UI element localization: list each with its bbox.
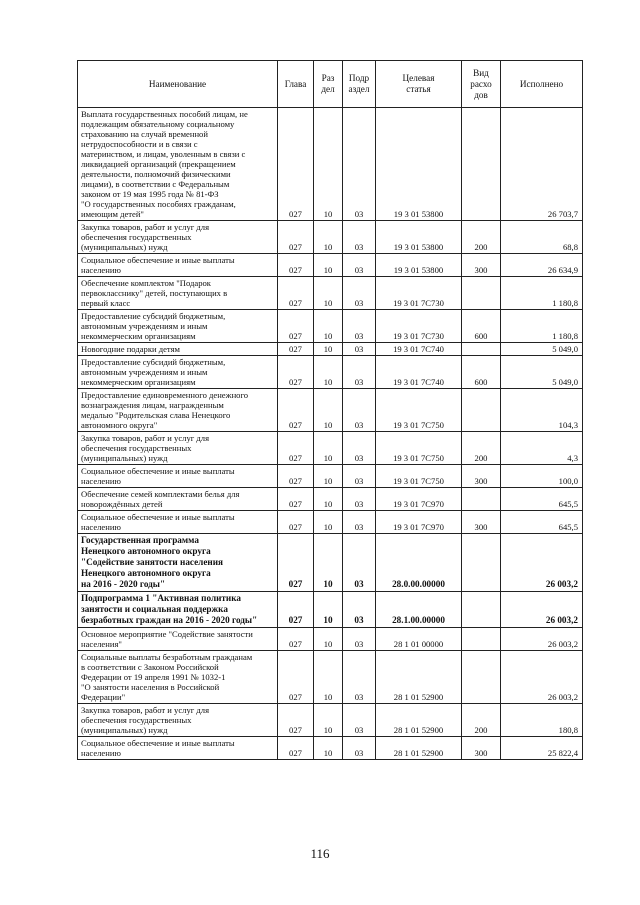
row-podrazdel-cell: 03 bbox=[343, 737, 376, 760]
table-row bbox=[78, 704, 583, 737]
row-glava-cell: 027 bbox=[278, 254, 314, 277]
row-tsel-cell: 28 1 01 52900 bbox=[376, 737, 462, 760]
table-row bbox=[78, 511, 583, 534]
row-tsel-cell: 19 3 01 7C730 bbox=[376, 277, 462, 310]
row-glava-cell: 027 bbox=[278, 356, 314, 389]
row-glava-cell: 027 bbox=[278, 221, 314, 254]
row-razdel-cell: 10 bbox=[314, 592, 343, 628]
row-tsel-cell: 28 1 01 52900 bbox=[376, 651, 462, 704]
table-row bbox=[78, 221, 583, 254]
row-razdel-cell: 10 bbox=[314, 432, 343, 465]
row-razdel-cell: 10 bbox=[314, 737, 343, 760]
row-amount-cell: 645,5 bbox=[501, 511, 583, 534]
row-amount-cell: 5 049,0 bbox=[501, 356, 583, 389]
row-podrazdel-cell: 03 bbox=[343, 511, 376, 534]
table-row bbox=[78, 432, 583, 465]
row-amount-cell: 100,0 bbox=[501, 465, 583, 488]
row-podrazdel-cell: 03 bbox=[343, 651, 376, 704]
row-vid-cell: 300 bbox=[462, 465, 501, 488]
row-tsel-cell: 19 3 01 53800 bbox=[376, 221, 462, 254]
table-header-row bbox=[78, 61, 583, 108]
table-row bbox=[78, 534, 583, 592]
row-amount-cell: 26 703,7 bbox=[501, 108, 583, 221]
table-row bbox=[78, 465, 583, 488]
row-podrazdel-cell: 03 bbox=[343, 465, 376, 488]
row-glava-cell: 027 bbox=[278, 277, 314, 310]
row-tsel-cell: 28.0.00.00000 bbox=[376, 534, 462, 592]
row-name-cell: Обеспечение комплектом "Подарок первокласснику" детей, поступающих в первый класс bbox=[78, 277, 278, 310]
row-name-cell: Предоставление субсидий бюджетным, автономным учреждениям и иным некоммерческим организациям bbox=[78, 310, 278, 343]
header-tselevaya-statya: Целевая статья bbox=[376, 61, 462, 108]
row-glava-cell: 027 bbox=[278, 534, 314, 592]
row-podrazdel-cell: 03 bbox=[343, 432, 376, 465]
row-amount-cell: 1 180,8 bbox=[501, 310, 583, 343]
row-vid-cell: 200 bbox=[462, 432, 501, 465]
table-row bbox=[78, 356, 583, 389]
page-number: 116 bbox=[310, 846, 330, 861]
row-vid-cell bbox=[462, 389, 501, 432]
row-amount-cell: 26 634,9 bbox=[501, 254, 583, 277]
row-razdel-cell: 10 bbox=[314, 277, 343, 310]
row-vid-cell bbox=[462, 592, 501, 628]
row-podrazdel-cell: 03 bbox=[343, 389, 376, 432]
row-name-cell: Выплата государственных пособий лицам, не подлежащим обязательному социальному страхованию на случай временной нетрудоспособности и в связи с материнством, и лицам, уволенным в связи с ликвидацией организаций (прекращением деятельности, полномочий физическими лицами), в соответствии с Федеральным законом от 19 мая 1995 года № 81-ФЗ "О государственных пособиях гражданам, имеющим детей" bbox=[78, 108, 278, 221]
row-tsel-cell: 19 3 01 7C740 bbox=[376, 356, 462, 389]
row-name-cell: Предоставление субсидий бюджетным, автономным учреждениям и иным некоммерческим организациям bbox=[78, 356, 278, 389]
row-amount-cell: 1 180,8 bbox=[501, 277, 583, 310]
row-razdel-cell: 10 bbox=[314, 221, 343, 254]
row-tsel-cell: 19 3 01 7C750 bbox=[376, 389, 462, 432]
row-vid-cell bbox=[462, 651, 501, 704]
row-razdel-cell: 10 bbox=[314, 511, 343, 534]
row-podrazdel-cell: 03 bbox=[343, 254, 376, 277]
row-name-cell: Обеспечение семей комплектами белья для новорождённых детей bbox=[78, 488, 278, 511]
row-name-cell: Закупка товаров, работ и услуг для обеспечения государственных (муниципальных) нужд bbox=[78, 221, 278, 254]
row-name-cell: Основное мероприятие "Содействие занятости населения" bbox=[78, 628, 278, 651]
header-name: Наименование bbox=[78, 61, 278, 108]
row-tsel-cell: 19 3 01 7C750 bbox=[376, 432, 462, 465]
row-vid-cell: 300 bbox=[462, 737, 501, 760]
row-podrazdel-cell: 03 bbox=[343, 343, 376, 356]
table-row bbox=[78, 737, 583, 760]
row-podrazdel-cell: 03 bbox=[343, 704, 376, 737]
row-podrazdel-cell: 03 bbox=[343, 534, 376, 592]
row-razdel-cell: 10 bbox=[314, 488, 343, 511]
row-razdel-cell: 10 bbox=[314, 310, 343, 343]
row-glava-cell: 027 bbox=[278, 628, 314, 651]
table-row bbox=[78, 343, 583, 356]
row-razdel-cell: 10 bbox=[314, 108, 343, 221]
row-podrazdel-cell: 03 bbox=[343, 356, 376, 389]
row-podrazdel-cell: 03 bbox=[343, 277, 376, 310]
row-vid-cell bbox=[462, 534, 501, 592]
table-row bbox=[78, 651, 583, 704]
row-name-cell: Социальное обеспечение и иные выплаты населению bbox=[78, 511, 278, 534]
row-razdel-cell: 10 bbox=[314, 628, 343, 651]
row-amount-cell: 26 003,2 bbox=[501, 592, 583, 628]
row-glava-cell: 027 bbox=[278, 389, 314, 432]
row-name-cell: Социальное обеспечение и иные выплаты населению bbox=[78, 737, 278, 760]
row-razdel-cell: 10 bbox=[314, 254, 343, 277]
row-tsel-cell: 28 1 01 00000 bbox=[376, 628, 462, 651]
row-podrazdel-cell: 03 bbox=[343, 310, 376, 343]
row-razdel-cell: 10 bbox=[314, 356, 343, 389]
row-vid-cell: 200 bbox=[462, 704, 501, 737]
row-vid-cell: 600 bbox=[462, 310, 501, 343]
header-vid-raskhodov: Вид расхо дов bbox=[462, 61, 501, 108]
row-glava-cell: 027 bbox=[278, 592, 314, 628]
row-amount-cell: 5 049,0 bbox=[501, 343, 583, 356]
header-glava: Глава bbox=[278, 61, 314, 108]
row-tsel-cell: 19 3 01 7C740 bbox=[376, 343, 462, 356]
row-vid-cell bbox=[462, 628, 501, 651]
row-glava-cell: 027 bbox=[278, 704, 314, 737]
row-amount-cell: 68,8 bbox=[501, 221, 583, 254]
row-amount-cell: 645,5 bbox=[501, 488, 583, 511]
row-razdel-cell: 10 bbox=[314, 651, 343, 704]
row-glava-cell: 027 bbox=[278, 432, 314, 465]
table-row bbox=[78, 628, 583, 651]
row-name-cell: Закупка товаров, работ и услуг для обеспечения государственных (муниципальных) нужд bbox=[78, 704, 278, 737]
row-glava-cell: 027 bbox=[278, 465, 314, 488]
budget-table-sheet bbox=[77, 60, 582, 760]
table-row bbox=[78, 254, 583, 277]
row-tsel-cell: 28.1.00.00000 bbox=[376, 592, 462, 628]
row-razdel-cell: 10 bbox=[314, 704, 343, 737]
header-ispolneno: Исполнено bbox=[501, 61, 583, 108]
row-vid-cell bbox=[462, 343, 501, 356]
row-tsel-cell: 19 3 01 7C970 bbox=[376, 488, 462, 511]
row-podrazdel-cell: 03 bbox=[343, 592, 376, 628]
row-glava-cell: 027 bbox=[278, 511, 314, 534]
row-name-cell: Подпрограмма 1 "Активная политика занятости и социальная поддержка безработных граждан на 2016 - 2020 годы" bbox=[78, 592, 278, 628]
row-glava-cell: 027 bbox=[278, 737, 314, 760]
row-name-cell: Предоставление единовременного денежного вознаграждения лицам, награжденным медалью "Родительская слава Ненецкого автономного округа" bbox=[78, 389, 278, 432]
row-vid-cell bbox=[462, 488, 501, 511]
header-podrazdel: Подр аздел bbox=[343, 61, 376, 108]
row-glava-cell: 027 bbox=[278, 108, 314, 221]
row-razdel-cell: 10 bbox=[314, 534, 343, 592]
row-glava-cell: 027 bbox=[278, 488, 314, 511]
table-body bbox=[78, 108, 583, 760]
row-amount-cell: 25 822,4 bbox=[501, 737, 583, 760]
row-amount-cell: 4,3 bbox=[501, 432, 583, 465]
row-amount-cell: 180,8 bbox=[501, 704, 583, 737]
table-row bbox=[78, 488, 583, 511]
row-tsel-cell: 19 3 01 7C730 bbox=[376, 310, 462, 343]
row-glava-cell: 027 bbox=[278, 310, 314, 343]
row-amount-cell: 26 003,2 bbox=[501, 628, 583, 651]
row-podrazdel-cell: 03 bbox=[343, 221, 376, 254]
row-razdel-cell: 10 bbox=[314, 343, 343, 356]
row-tsel-cell: 28 1 01 52900 bbox=[376, 704, 462, 737]
row-tsel-cell: 19 3 01 7C750 bbox=[376, 465, 462, 488]
row-name-cell: Социальные выплаты безработным гражданам в соответствии с Законом Российской Федерации от 19 апреля 1991 № 1032-1 "О занятости населения в Российской Федерации" bbox=[78, 651, 278, 704]
table-row bbox=[78, 592, 583, 628]
row-vid-cell bbox=[462, 108, 501, 221]
budget-table bbox=[77, 60, 583, 760]
row-name-cell: Государственная программа Ненецкого автономного округа "Содействие занятости населения Ненецкого автономного округа на 2016 - 2020 годы" bbox=[78, 534, 278, 592]
table-row bbox=[78, 310, 583, 343]
row-amount-cell: 26 003,2 bbox=[501, 534, 583, 592]
row-podrazdel-cell: 03 bbox=[343, 628, 376, 651]
row-vid-cell: 300 bbox=[462, 511, 501, 534]
table-row bbox=[78, 108, 583, 221]
row-glava-cell: 027 bbox=[278, 343, 314, 356]
row-vid-cell: 200 bbox=[462, 221, 501, 254]
header-razdel: Раз дел bbox=[314, 61, 343, 108]
table-row bbox=[78, 389, 583, 432]
row-tsel-cell: 19 3 01 53800 bbox=[376, 254, 462, 277]
row-name-cell: Новогодние подарки детям bbox=[78, 343, 278, 356]
row-name-cell: Закупка товаров, работ и услуг для обеспечения государственных (муниципальных) нужд bbox=[78, 432, 278, 465]
row-tsel-cell: 19 3 01 53800 bbox=[376, 108, 462, 221]
row-amount-cell: 104,3 bbox=[501, 389, 583, 432]
row-glava-cell: 027 bbox=[278, 651, 314, 704]
row-razdel-cell: 10 bbox=[314, 465, 343, 488]
row-razdel-cell: 10 bbox=[314, 389, 343, 432]
row-vid-cell: 300 bbox=[462, 254, 501, 277]
row-vid-cell: 600 bbox=[462, 356, 501, 389]
row-podrazdel-cell: 03 bbox=[343, 488, 376, 511]
row-vid-cell bbox=[462, 277, 501, 310]
row-name-cell: Социальное обеспечение и иные выплаты населению bbox=[78, 254, 278, 277]
row-podrazdel-cell: 03 bbox=[343, 108, 376, 221]
row-tsel-cell: 19 3 01 7C970 bbox=[376, 511, 462, 534]
table-row bbox=[78, 277, 583, 310]
row-amount-cell: 26 003,2 bbox=[501, 651, 583, 704]
row-name-cell: Социальное обеспечение и иные выплаты населению bbox=[78, 465, 278, 488]
